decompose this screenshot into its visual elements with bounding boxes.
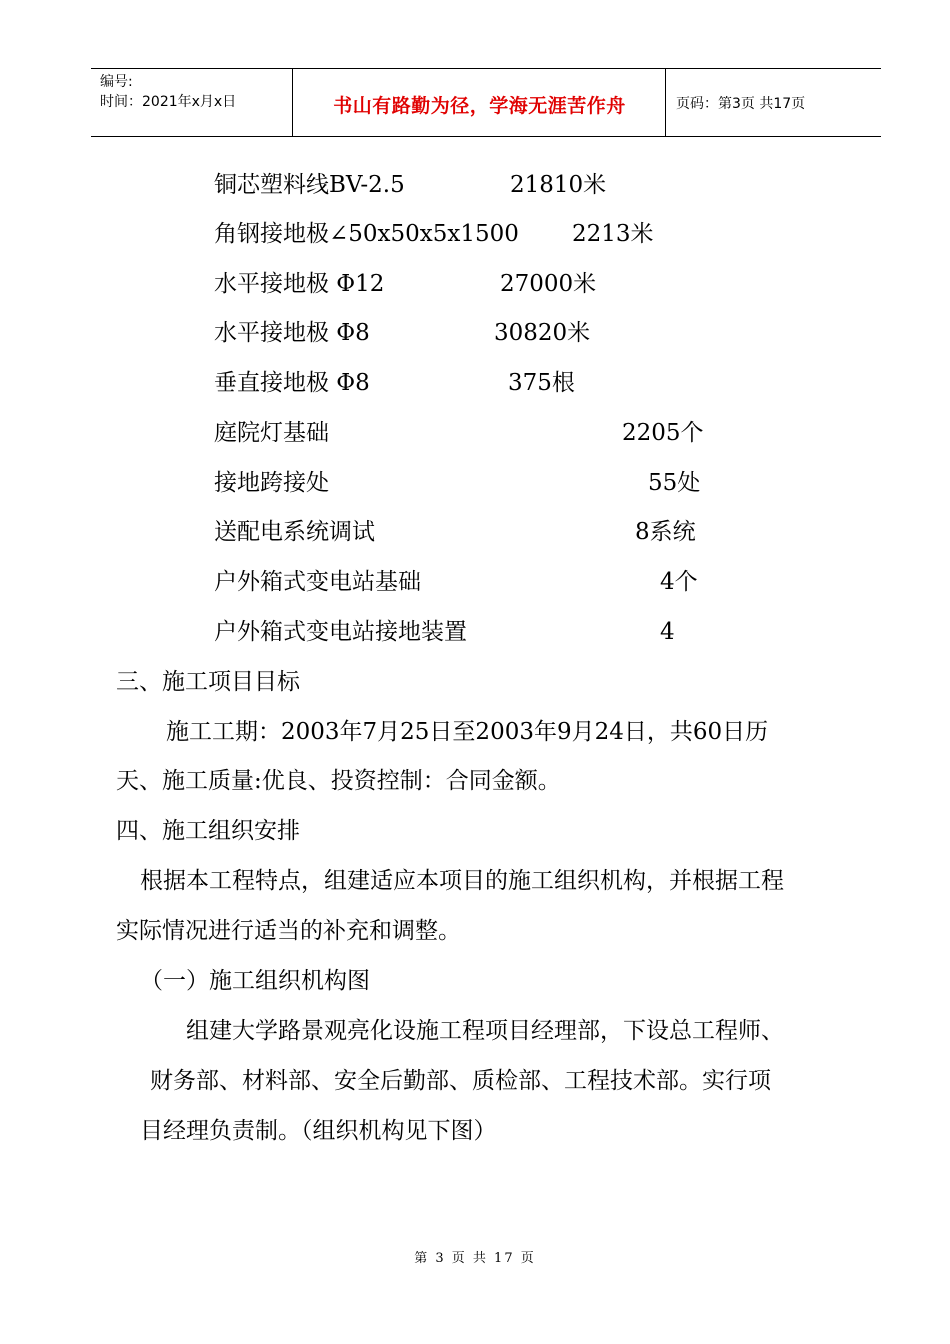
material-qty: 2205个: [622, 420, 704, 446]
material-qty: 8系统: [635, 519, 696, 545]
material-name: 接地跨接处: [214, 470, 329, 496]
header-page-cell: [666, 69, 881, 136]
material-name: 水平接地极 Φ8: [214, 320, 370, 346]
document-time-label: 时间：2021年x月x日: [100, 94, 237, 110]
header-page-number: 页码：第3页 共17页: [676, 96, 806, 112]
material-name: 水平接地极 Φ12: [214, 271, 385, 297]
paragraph-line: 施工工期：2003年7月25日至2003年9月24日，共60日历: [166, 719, 769, 745]
paragraph-line: 组建大学路景观亮化设施工程项目经理部，下设总工程师、: [186, 1018, 784, 1044]
material-name: 铜芯塑料线BV-2.5: [214, 172, 405, 198]
material-name: 垂直接地极 Φ8: [214, 370, 370, 396]
page-header: [91, 68, 881, 137]
material-name: 户外箱式变电站接地装置: [214, 619, 467, 645]
material-qty: 375根: [508, 370, 575, 396]
document-number-label: 编号:: [100, 74, 133, 90]
material-qty: 30820米: [494, 320, 591, 346]
header-meta-cell: [91, 69, 293, 136]
section-heading: 四、施工组织安排: [116, 818, 300, 844]
paragraph-line: 根据本工程特点，组建适应本项目的施工组织机构，并根据工程: [140, 868, 784, 894]
material-qty: 4: [660, 619, 675, 645]
material-qty: 21810米: [510, 172, 607, 198]
material-name: 户外箱式变电站基础: [214, 569, 421, 595]
material-name: 角钢接地极∠50x50x5x1500: [214, 221, 519, 247]
paragraph-line: 目经理负责制。（组织机构见下图）: [140, 1118, 497, 1144]
material-name: 庭院灯基础: [214, 420, 329, 446]
page-footer: 第 3 页 共 17 页: [414, 1251, 536, 1266]
material-qty: 2213米: [572, 221, 654, 247]
paragraph-line: 财务部、材料部、安全后勤部、质检部、工程技术部。实行项: [150, 1068, 771, 1094]
subsection-heading: （一）施工组织机构图: [140, 968, 370, 994]
header-motto-cell: [293, 69, 666, 136]
material-qty: 4个: [660, 569, 698, 595]
material-name: 送配电系统调试: [214, 519, 375, 545]
paragraph-line: 天、施工质量:优良、投资控制：合同金额。: [116, 768, 561, 794]
header-motto: 书山有路勤为径，学海无涯苦作舟: [333, 95, 626, 117]
material-qty: 27000米: [500, 271, 597, 297]
material-qty: 55处: [648, 470, 701, 496]
paragraph-line: 实际情况进行适当的补充和调整。: [116, 918, 461, 944]
section-heading: 三、施工项目目标: [116, 669, 300, 695]
